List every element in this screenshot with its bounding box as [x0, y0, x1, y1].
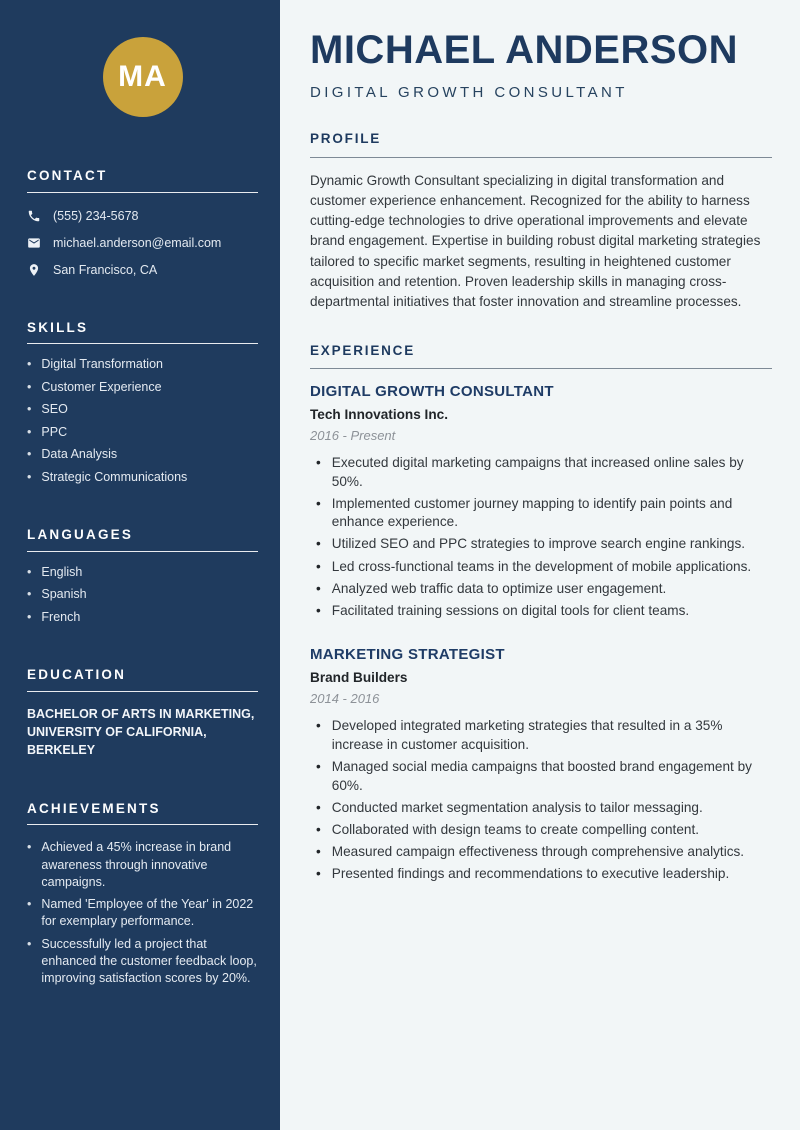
job-bullet-label: Conducted market segmentation analysis to tailor messaging. [331, 799, 703, 815]
skill-item-label: Data Analysis [41, 447, 118, 462]
avatar-initials: MA [118, 60, 167, 93]
skill-item [27, 401, 258, 418]
job-bullet-label: Led cross-functional teams in the development of mobile applications. [331, 558, 752, 574]
job-dates: 2016 - Present [310, 428, 396, 444]
job-bullet [316, 495, 772, 532]
achievement-item [27, 896, 258, 931]
job-bullet [316, 843, 772, 862]
job-entry [310, 646, 772, 883]
bullet-dot: • [27, 357, 32, 372]
profile-text: Dynamic Growth Consultant specializing in digital transformation and customer experience enhancement. Recognized for the ability to harness cutting-edge technologies to drive operational improvements and elevate brand engagement. Expertise in building robust digital marketing strategies tailored to specific market segments, resulting in heightened customer acquisition and retention. Proven leadership skills in managing cross-departmental initiatives that foster innovation and streamline processes. [310, 172, 761, 310]
languages-list [27, 564, 258, 626]
achievements-heading: ACHIEVEMENTS [27, 801, 258, 826]
skill-item [27, 356, 258, 373]
job-title: MARKETING STRATEGIST [310, 646, 505, 664]
skills-section [27, 320, 258, 486]
skill-item [27, 446, 258, 463]
bullet-dot: • [316, 536, 321, 552]
achievement-item-label: Named 'Employee of the Year' in 2022 for exemplary performance. [41, 897, 254, 929]
job-bullets-list [310, 717, 772, 883]
contact-phone-row [27, 209, 258, 224]
bullet-dot: • [27, 936, 32, 951]
language-item [27, 586, 258, 603]
education-degree: BACHELOR OF ARTS IN MARKETING, [27, 706, 255, 721]
bullet-dot: • [316, 580, 321, 596]
bullet-dot: • [316, 821, 321, 837]
skill-item-label: PPC [41, 424, 68, 439]
job-bullet [316, 580, 772, 599]
skill-item-label: Digital Transformation [41, 357, 163, 372]
contact-location-row [27, 263, 258, 278]
bullet-dot: • [27, 379, 32, 394]
experience-heading: EXPERIENCE [310, 343, 772, 370]
profile-section [310, 131, 772, 313]
bullet-dot: • [27, 424, 32, 439]
job-dates: 2014 - 2016 [310, 691, 380, 707]
bullet-dot: • [27, 840, 32, 855]
job-bullet [316, 454, 772, 491]
job-bullet-label: Developed integrated marketing strategies that resulted in a 35% increase in customer acquisition. [331, 718, 723, 752]
achievement-item-label: Successfully led a project that enhanced the customer feedback loop, improving satisfaction scores by 20%. [41, 936, 257, 986]
education-entry [27, 705, 258, 759]
education-heading: EDUCATION [27, 667, 258, 692]
language-item [27, 609, 258, 626]
languages-section [27, 527, 258, 625]
languages-heading: LANGUAGES [27, 527, 258, 552]
job-bullet-label: Managed social media campaigns that boosted brand engagement by 60%. [331, 759, 752, 793]
job-entry [310, 383, 772, 620]
job-bullet [316, 602, 772, 621]
skill-item [27, 379, 258, 396]
language-item-label: English [41, 564, 83, 579]
achievement-item [27, 839, 258, 891]
phone-icon [27, 209, 41, 223]
email-icon [27, 236, 41, 250]
bullet-dot: • [316, 602, 321, 618]
candidate-title: DIGITAL GROWTH CONSULTANT [310, 84, 628, 101]
job-title: DIGITAL GROWTH CONSULTANT [310, 383, 554, 401]
bullet-dot: • [316, 759, 321, 775]
bullet-dot: • [27, 587, 32, 602]
bullet-dot: • [27, 469, 32, 484]
contact-section [27, 168, 258, 278]
contact-location: San Francisco, CA [53, 262, 158, 277]
bullet-dot: • [316, 866, 321, 882]
contact-heading: CONTACT [27, 168, 258, 193]
job-bullet-label: Measured campaign effectiveness through comprehensive analytics. [331, 843, 745, 859]
job-bullet-label: Implemented customer journey mapping to identify pain points and enhance experience. [331, 495, 733, 530]
language-item-label: French [41, 609, 81, 624]
job-bullet [316, 821, 772, 840]
bullet-dot: • [27, 402, 32, 417]
skill-item-label: Strategic Communications [41, 469, 188, 484]
contact-email-row [27, 236, 258, 251]
bullet-dot: • [316, 718, 321, 734]
sidebar [0, 0, 280, 1130]
job-bullet-label: Analyzed web traffic data to optimize user engagement. [331, 580, 667, 596]
job-bullet-label: Executed digital marketing campaigns that increased online sales by 50%. [331, 455, 744, 489]
achievements-section [27, 801, 258, 988]
bullet-dot: • [316, 558, 321, 574]
skill-item-label: SEO [41, 402, 68, 417]
bullet-dot: • [316, 799, 321, 815]
job-bullet [316, 865, 772, 884]
contact-phone: (555) 234-5678 [53, 208, 139, 223]
job-bullet [316, 717, 772, 754]
skills-heading: SKILLS [27, 320, 258, 345]
avatar [103, 37, 183, 117]
job-bullet [316, 535, 772, 554]
job-company: Tech Innovations Inc. [310, 407, 448, 423]
skill-item-label: Customer Experience [41, 379, 162, 394]
job-bullet-label: Collaborated with design teams to create compelling content. [331, 821, 700, 837]
bullet-dot: • [316, 843, 321, 859]
achievement-item-label: Achieved a 45% increase in brand awareness through innovative campaigns. [41, 840, 232, 889]
contact-email: michael.anderson@email.com [53, 235, 222, 250]
skill-item [27, 424, 258, 441]
job-bullet [316, 558, 772, 577]
candidate-name: MICHAEL ANDERSON [310, 28, 739, 72]
job-company: Brand Builders [310, 670, 408, 686]
bullet-dot: • [27, 609, 32, 624]
education-section [27, 667, 258, 759]
bullet-dot: • [27, 897, 32, 912]
job-bullet [316, 799, 772, 818]
education-school: UNIVERSITY OF CALIFORNIA, BERKELEY [27, 724, 207, 757]
experience-section [310, 343, 772, 884]
job-bullets-list [310, 454, 772, 620]
achievements-list [27, 839, 258, 987]
language-item-label: Spanish [41, 587, 87, 602]
language-item [27, 564, 258, 581]
bullet-dot: • [316, 495, 321, 511]
job-bullet-label: Presented findings and recommendations to executive leadership. [331, 866, 730, 882]
contact-rows [27, 209, 258, 278]
skills-list [27, 356, 258, 485]
profile-heading: PROFILE [310, 131, 772, 158]
job-bullet-label: Facilitated training sessions on digital tools for client teams. [331, 602, 690, 618]
job-bullet-label: Utilized SEO and PPC strategies to improve search engine rankings. [331, 536, 746, 552]
bullet-dot: • [27, 447, 32, 462]
bullet-dot: • [27, 564, 32, 579]
bullet-dot: • [316, 455, 321, 471]
job-bullet [316, 758, 772, 795]
skill-item [27, 469, 258, 486]
location-icon [27, 263, 41, 277]
main-content [280, 0, 800, 1130]
achievement-item [27, 936, 258, 988]
